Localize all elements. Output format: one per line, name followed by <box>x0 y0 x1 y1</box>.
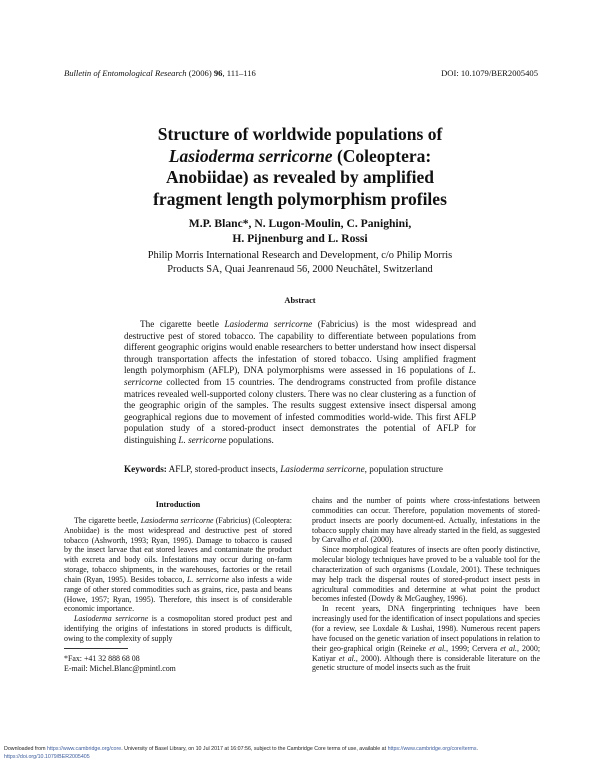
right-column <box>312 496 540 673</box>
affiliation-line-1: Philip Morris International Research and Development, c/o Philip Morris <box>147 250 453 261</box>
abstract-heading: Abstract <box>284 296 316 305</box>
footnote-fax: *Fax: +41 32 888 68 08 <box>64 654 140 663</box>
author-list <box>60 216 540 246</box>
title-line-2: Lasioderma serricorne (Coleoptera: <box>168 145 432 166</box>
title-line-1: Structure of worldwide populations of <box>157 124 443 144</box>
intro-paragraph-3: chains and the number of points where cross-infestations between commodities can occur. Therefore, population movements of stored-product insects are poorly document-ed. Actually, infestations in the tobacco supply chain may have already started in the field, as suggested by Carvalho et al. (2000). <box>312 496 540 545</box>
title-line-4: fragment length polymorphism profiles <box>153 188 447 209</box>
download-notice: Downloaded from https://www.cambridge.org/core. University of Basel Library, on 10 Jul 2017 at 16:07:56, subject to the Cambridge Core terms of use, available at https://www.cambridge.org/core/terms. https://doi.org/10.1079/BER2005405 <box>4 746 478 760</box>
introduction-heading: Introduction <box>155 500 201 509</box>
footnote-email: E-mail: Michel.Blanc@pmintl.com <box>64 664 176 673</box>
journal-volume: 96 <box>213 68 223 78</box>
abstract-body <box>124 319 476 447</box>
title-line-3: Anobiidae) as revealed by amplified <box>165 167 435 187</box>
corresponding-author-footnote <box>64 654 292 674</box>
authors-line-1: M.P. Blanc*, N. Lugon-Moulin, C. Panighini, <box>188 217 412 230</box>
intro-paragraph-2: Lasioderma serricorne is a cosmopolitan stored product pest and identifying the origins of infestations in stored products is difficult, owing to the complexity of supply <box>64 614 292 643</box>
authors-line-2: H. Pijnenburg and L. Rossi <box>232 232 368 245</box>
journal-name: Bulletin of Entomological Research <box>64 68 187 78</box>
affiliation-line-2: Products SA, Quai Jeanrenaud 56, 2000 Neuchâtel, Switzerland <box>167 264 433 275</box>
terms-link[interactable]: https://www.cambridge.org/core/terms <box>387 746 477 752</box>
paper-title <box>60 124 540 210</box>
abstract-paragraph: The cigarette beetle Lasioderma serricorne (Fabricius) is the most widespread and destructive pest of stored tobacco. The capability to differentiate between populations from different geographic origins would enable researchers to better understand how insect dispersal through transportation affects the infestation of stored tobacco. Using amplified fragment length polymorphism (AFLP), DNA polymorphisms were assessed in 16 populations of L. serricorne collected from 15 countries. The dendrograms constructed from profile distance matrices revealed well-supported colony clusters. There was no clear clustering as a function of the geographic origin of the samples. The results suggest extensive insect dispersal among geographical regions due to movement of infested commodities world-wide. This first AFLP population study of a stored-product insect demonstrates the potential of AFLP for distinguishing L. serricorne populations. <box>124 319 476 445</box>
keywords-label: Keywords: <box>124 464 167 474</box>
intro-paragraph-1: The cigarette beetle, Lasioderma serricorne (Fabricius) (Coleoptera: Anobiidae) is the most widespread and destructive pest of stored tobacco (Ashworth, 1993; Ryan, 1995). Damage to tobacco is caused by the insect larvae that eat stored leaves and contaminate the product with excreta and body oils. Infestations may occur during on-farm storage, tobacco shipments, in the warehouses, factories or the retail chain (Ryan, 1995). Besides tobacco, L. serricorne also infests a wide range of other stored commodities such as grains, rice, pasta and beans (Howe, 1957; Ryan, 1995). Therefore, this insect is of considerable economic importance. <box>64 515 292 614</box>
journal-year: (2006) <box>188 68 212 78</box>
cambridge-core-link[interactable]: https://www.cambridge.org/core <box>47 746 122 752</box>
footnote-divider <box>64 648 128 649</box>
title-species: Lasioderma serricorne <box>168 145 333 166</box>
intro-paragraph-4: Since morphological features of insects are often poorly distinctive, molecular biology techniques have proved to be a valuable tool for the characterization of such organisms (Loxdale, 2001). These techniques may help track the dispersal routes of stored-product insect pests in agricultural commodities and determine at what point the product becomes infested (Dowdy & McGaughey, 1996). <box>312 545 540 604</box>
left-column <box>64 500 292 644</box>
running-header-journal <box>64 68 256 78</box>
affiliation <box>60 249 540 277</box>
doi-link[interactable]: https://doi.org/10.1079/BER2005405 <box>4 754 90 760</box>
intro-paragraph-5: In recent years, DNA fingerprinting techniques have been increasingly used for the identification of insect populations and species (for a review, see Loxdale & Lushai, 1998). Numerous recent papers have focused on the genetic variation of insect populations in relation to their geo-graphical origin (Reineke et al., 1999; Cervera et al., 2000; Katiyar et al., 2000). Although there is considerable literature on the genetic structure of model insects such as the fruit <box>312 604 541 673</box>
journal-pages: , 111–116 <box>222 68 256 78</box>
running-header-doi: DOI: 10.1079/BER2005405 <box>441 68 538 78</box>
keywords: Keywords: AFLP, stored-product insects, Lasioderma serricorne, population structure <box>124 464 444 474</box>
